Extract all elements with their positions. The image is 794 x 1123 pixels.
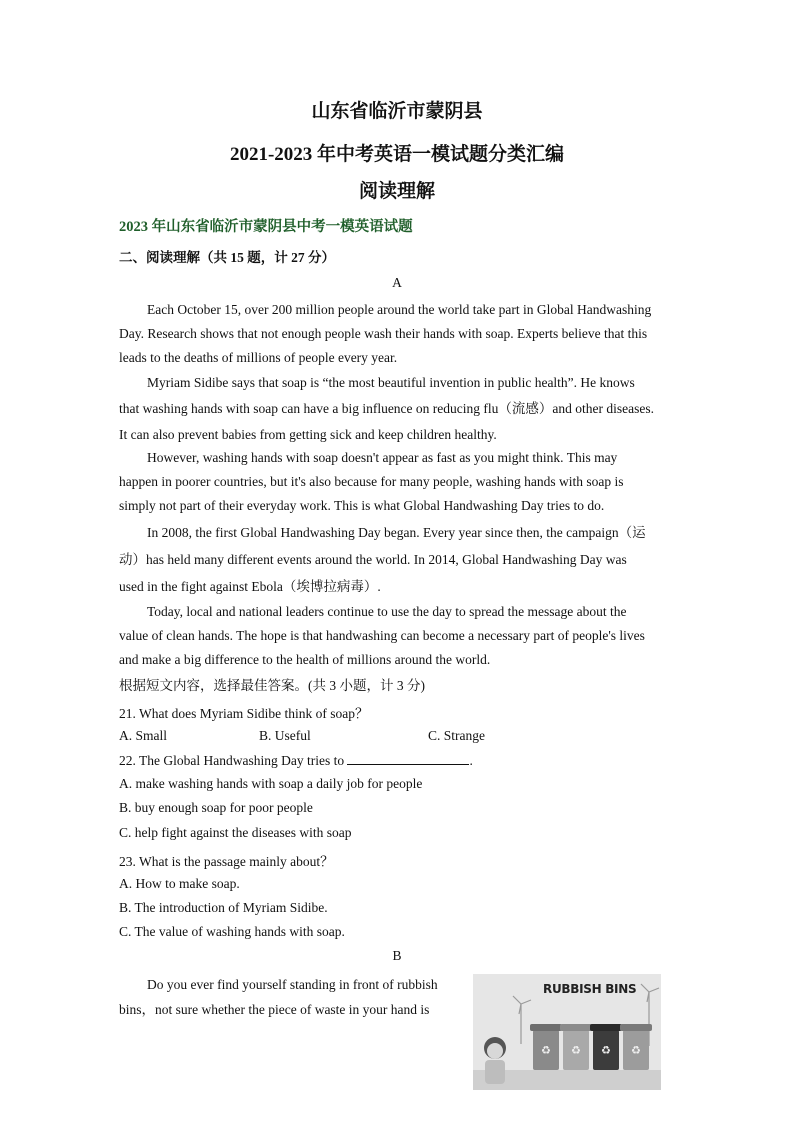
text-line: It can also prevent babies from getting sick and keep children healthy.	[119, 427, 497, 442]
text-line: Myriam Sidibe says that soap is “the most beautiful invention in public health”. He knows	[147, 375, 635, 390]
question-22-option-c: C. help fight against the diseases with soap	[119, 825, 352, 840]
section-title: 二、阅读理解（共 15 题，计 27 分）	[119, 250, 335, 265]
text-line: simply not part of their everyday work. This is what Global Handwashing Day tries to do.	[119, 498, 605, 513]
passage-b-label: B	[392, 948, 402, 963]
passage-a-paragraph-4	[119, 519, 674, 600]
doc-title-line1: 山东省临沂市蒙阴县	[311, 101, 483, 122]
image-caption: RUBBISH BINS	[543, 982, 637, 996]
exam-title: 2023 年山东省临沂市蒙阴县中考一模英语试题	[119, 219, 413, 235]
question-23-option-c: C. The value of washing hands with soap.	[119, 924, 345, 939]
question-23-stem: 23. What is the passage mainly about？	[119, 854, 334, 869]
text-line: Do you ever find yourself standing in front of rubbish	[147, 977, 438, 992]
passage-a-paragraph-3	[119, 446, 674, 518]
text-line: However, washing hands with soap doesn't appear as fast as you might think. This may	[147, 450, 618, 465]
passage-a-paragraph-1	[119, 298, 674, 370]
svg-text:♻: ♻	[541, 1044, 551, 1057]
text-line: 动）has held many different events around the world. In 2014, Global Handwashing Day was	[119, 552, 627, 567]
text-line: Each October 15, over 200 million people around the world take part in Global Handwashing	[147, 302, 652, 317]
rubbish-bins-illustration	[473, 974, 661, 1090]
passage-a-paragraph-2	[119, 370, 674, 448]
question-21-stem: 21. What does Myriam Sidibe think of soap？	[119, 706, 369, 721]
passage-a-label: A	[392, 275, 402, 290]
text-line: that washing hands with soap can have a big influence on reducing flu（流感）and other diseases.	[119, 401, 654, 416]
question-22-stem: 22. The Global Handwashing Day tries to	[119, 753, 345, 768]
text-line: In 2008, the first Global Handwashing Day began. Every year since then, the campaign（运	[147, 525, 646, 540]
question-22-stem-row	[119, 752, 473, 769]
text-line: Today, local and national leaders continue to use the day to spread the message about the	[147, 604, 627, 619]
svg-text:♻: ♻	[631, 1044, 641, 1057]
question-22-option-b: B. buy enough soap for poor people	[119, 800, 313, 815]
doc-title-line3: 阅读理解	[358, 181, 435, 202]
question-22-end: .	[469, 753, 473, 768]
text-line: value of clean hands. The hope is that handwashing can become a necessary part of people's lives	[119, 628, 645, 643]
doc-title-line2: 2021-2023 年中考英语一模试题分类汇编	[229, 144, 565, 165]
text-line: Day. Research shows that not enough people wash their hands with soap. Experts believe that this	[119, 326, 648, 341]
question-21-option-c: C. Strange	[428, 728, 485, 743]
answer-blank	[347, 752, 469, 765]
question-21-option-b: B. Useful	[259, 728, 311, 743]
passage-b-paragraph-1	[119, 972, 461, 1022]
passage-a-paragraph-5	[119, 600, 674, 672]
svg-text:♻: ♻	[601, 1044, 611, 1057]
question-21-option-a: A. Small	[119, 728, 168, 743]
question-23-option-b: B. The introduction of Myriam Sidibe.	[119, 900, 328, 915]
question-22-option-a: A. make washing hands with soap a daily job for people	[119, 776, 423, 791]
text-line: and make a big difference to the health of millions around the world.	[119, 652, 491, 667]
text-line: leads to the deaths of millions of people every year.	[119, 350, 398, 365]
text-line: happen in poorer countries, but it's also because for many people, washing hands with soap is	[119, 474, 624, 489]
question-instruction: 根据短文内容，选择最佳答案。(共 3 小题，计 3 分)	[119, 678, 425, 693]
text-line: bins，not sure whether the piece of waste in your hand is	[119, 1002, 430, 1017]
text-line: used in the fight against Ebola（埃博拉病毒）.	[119, 579, 381, 594]
svg-text:♻: ♻	[571, 1044, 581, 1057]
question-23-option-a: A. How to make soap.	[119, 876, 240, 891]
